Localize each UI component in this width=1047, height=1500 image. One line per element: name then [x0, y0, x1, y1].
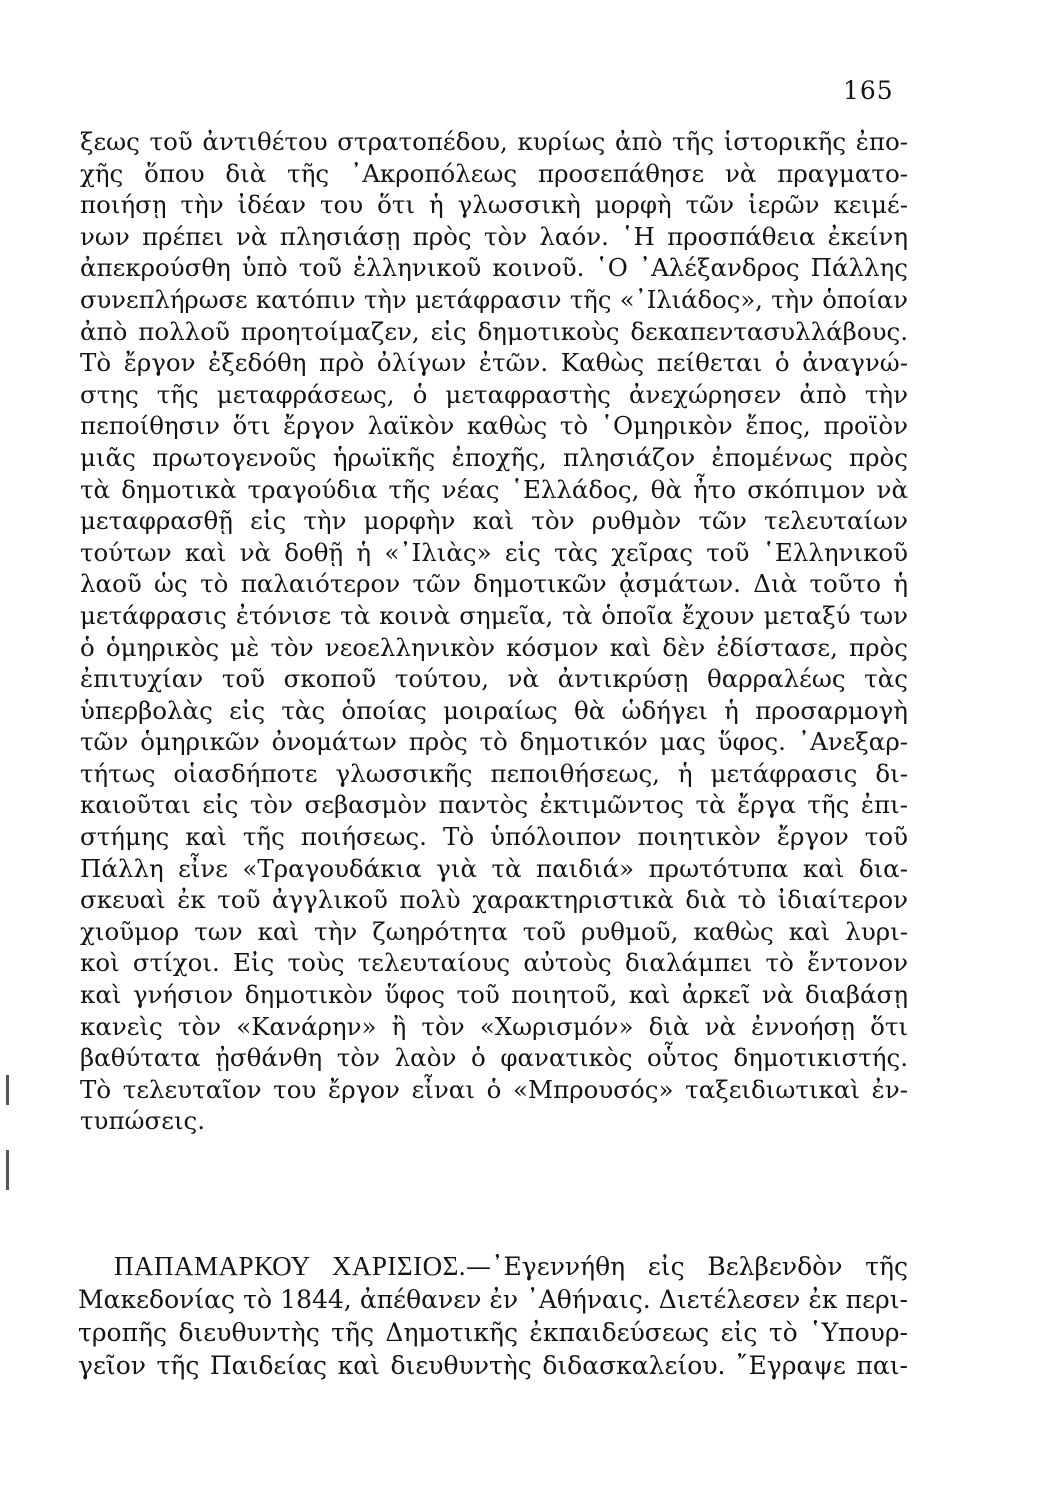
entry-heading: ΠΑΠΑΜΑΡΚΟΥ ΧΑΡΙΣΙΟΣ. — [114, 1251, 467, 1281]
entry-line: γεῖον τῆς Παιδείας καὶ διευθυντὴς διδασκαλείου. ῎Εγραψε παι- — [78, 1351, 908, 1380]
text-line: χιοῦμορ των καὶ τὴν ζωηρότητα τοῦ ρυθμοῦ, καθὼς καὶ λυρι- — [80, 916, 908, 946]
entry-line: τροπῆς διευθυντὴς τῆς Δημοτικῆς ἐκπαιδεύσεως εἰς τὸ ῾Υπουρ- — [78, 1318, 908, 1347]
text-line: τῶν ὁμηρικῶν ὀνομάτων πρὸς τὸ δημοτικόν μας ὕφος. ᾿Ανεξαρ- — [80, 727, 908, 757]
text-line: Πάλλη εἶνε «Τραγουδάκια γιὰ τὰ παιδιά» πρωτότυπα καὶ δια- — [80, 853, 908, 883]
text-line: καὶ γνήσιον δημοτικὸν ὕφος τοῦ ποιητοῦ, καὶ ἀρκεῖ νὰ διαβάσῃ — [80, 980, 908, 1010]
text-line: ξεως τοῦ ἀντιθέτου στρατοπέδου, κυρίως ἀπὸ τῆς ἱστορικῆς ἐπο- — [80, 127, 908, 156]
text-line: ὁ ὁμηρικὸς μὲ τὸν νεοελληνικὸν κόσμον καὶ δὲν ἐδίστασε, πρὸς — [80, 632, 908, 662]
page-number: 165 — [843, 76, 894, 105]
text-line: τήτως οἱασδήποτε γλωσσικῆς πεποιθήσεως, ἡ μετάφρασις δι- — [80, 758, 908, 788]
text-line: Τὸ τελευταῖον του ἔργον εἶναι ὁ «Μπρουσός» ταξειδιωτικαὶ ἐν- — [80, 1074, 908, 1104]
entry-first-line-text: —᾿Εγεννήθη εἰς Βελβενδὸν τῆς — [466, 1252, 908, 1281]
entry-line: Μακεδονίας τὸ 1844, ἀπέθανεν ἐν ᾿Αθήναις. Διετέλεσεν ἐκ περι- — [78, 1285, 908, 1314]
text-line: καιοῦται εἰς τὸν σεβασμὸν παντὸς ἐκτιμῶντος τὰ ἔργα τῆς ἐπι- — [80, 790, 908, 820]
text-line: ὑπερβολὰς εἰς τὰς ὁποίας μοιραίως θὰ ὡδήγει ἡ προσαρμογὴ — [80, 695, 908, 725]
text-line: λαοῦ ὡς τὸ παλαιότερον τῶν δημοτικῶν ᾀσμάτων. Διὰ τοῦτο ἡ — [80, 569, 908, 599]
text-line: πεποίθησιν ὅτι ἔργον λαϊκὸν καθὼς τὸ ῾Ομηρικὸν ἔπος, προϊὸν — [80, 411, 908, 441]
entry-first-line — [78, 1250, 908, 1283]
text-line: κοὶ στίχοι. Εἰς τοὺς τελευταίους αὐτοὺς διαλάμπει τὸ ἔντονον — [80, 948, 908, 978]
binding-mark — [6, 1075, 9, 1105]
binding-mark — [6, 1150, 9, 1190]
text-line: ἀπεκρούσθη ὑπὸ τοῦ ἑλληνικοῦ κοινοῦ. ῾Ο ᾿Αλέξανδρος Πάλλης — [80, 253, 908, 283]
text-line: τὰ δημοτικὰ τραγούδια τῆς νέας ῾Ελλάδος, θὰ ἦτο σκόπιμον νὰ — [80, 474, 908, 504]
text-line: Τὸ ἔργον ἐξεδόθη πρὸ ὀλίγων ἐτῶν. Καθὼς πείθεται ὁ ἀναγνώ- — [80, 348, 908, 378]
text-line: ποιήσῃ τὴν ἰδέαν του ὅτι ἡ γλωσσικὴ μορφὴ τῶν ἱερῶν κειμέ- — [80, 190, 908, 220]
body-paragraph — [80, 126, 908, 1137]
text-line: σκευαὶ ἐκ τοῦ ἀγγλικοῦ πολὺ χαρακτηριστικὰ διὰ τὸ ἰδιαίτερον — [80, 885, 908, 915]
text-line: συνεπλήρωσε κατόπιν τὴν μετάφρασιν τῆς «᾿Ιλιάδος», τὴν ὁποίαν — [80, 284, 908, 314]
text-line: τούτων καὶ νὰ δοθῇ ἡ «᾿Ιλιὰς» εἰς τὰς χεῖρας τοῦ ῾Ελληνικοῦ — [80, 537, 908, 567]
text-line: ἀπὸ πολλοῦ προητοίμαζεν, εἰς δημοτικοὺς δεκαπεντασυλλάβους. — [80, 316, 908, 346]
text-line: στης τῆς μεταφράσεως, ὁ μεταφραστὴς ἀνεχώρησεν ἀπὸ τὴν — [80, 379, 908, 409]
text-line: τυπώσεις. — [80, 1106, 206, 1136]
entry-paragraph — [78, 1250, 908, 1382]
text-line: μεταφρασθῇ εἰς τὴν μορφὴν καὶ τὸν ρυθμὸν τῶν τελευταίων — [80, 506, 908, 536]
text-line: στήμης καὶ τῆς ποιήσεως. Τὸ ὑπόλοιπον ποιητικὸν ἔργον τοῦ — [80, 822, 908, 852]
text-line: μετάφρασις ἐτόνισε τὰ κοινὰ σημεῖα, τὰ ὁποῖα ἔχουν μεταξύ των — [80, 600, 908, 630]
text-line: κανεὶς τὸν «Κανάρην» ἢ τὸν «Χωρισμόν» διὰ νὰ ἐννοήσῃ ὅτι — [80, 1011, 908, 1041]
text-line: μιᾶς πρωτογενοῦς ἡρωϊκῆς ἐποχῆς, πλησιάζον ἐπομένως πρὸς — [80, 442, 908, 472]
text-line: βαθύτατα ᾐσθάνθη τὸν λαὸν ὁ φανατικὸς οὗτος δημοτικιστής. — [80, 1043, 908, 1073]
text-line: χῆς ὅπου διὰ τῆς ᾿Ακροπόλεως προσεπάθησε νὰ πραγματο- — [80, 158, 908, 188]
text-line: νων πρέπει νὰ πλησιάσῃ πρὸς τὸν λαόν. ῾Η προσπάθεια ἐκείνη — [80, 221, 908, 251]
text-line: ἐπιτυχίαν τοῦ σκοποῦ τούτου, νὰ ἀντικρύσῃ θαρραλέως τὰς — [80, 664, 908, 694]
